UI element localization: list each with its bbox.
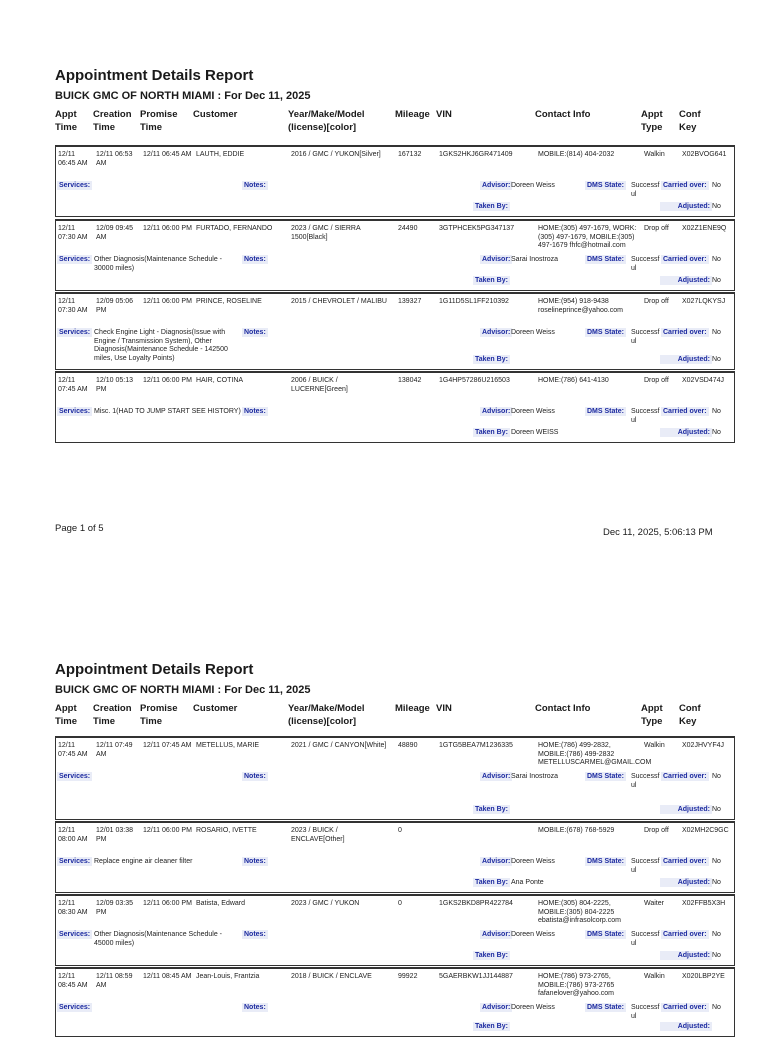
vin: 3GTPHCEK5PG347137 xyxy=(439,225,515,232)
mileage: 167132 xyxy=(398,151,422,158)
carried-over-value: No xyxy=(712,182,721,189)
dms-state-label: DMS State: xyxy=(587,329,624,336)
appointment-record xyxy=(55,371,735,443)
appt-type: Walkin xyxy=(644,151,665,158)
notes-label: Notes: xyxy=(244,773,266,780)
advisor-value: Doreen Weiss xyxy=(511,931,555,938)
promise-time: 12/11 06:00 PM xyxy=(143,298,192,305)
year-make-model: 2023 / GMC / SIERRA 1500[Black] xyxy=(291,225,361,241)
col-creation-time: Creation Time xyxy=(93,109,132,133)
contact-info: MOBILE:(678) 768-5929 xyxy=(538,827,615,834)
appt-type: Drop off xyxy=(644,827,669,834)
col-promise-time: Promise Time xyxy=(140,109,178,133)
year-make-model: 2023 / GMC / YUKON xyxy=(291,900,360,907)
col-mileage: Mileage xyxy=(395,703,430,714)
mileage: 139327 xyxy=(398,298,422,305)
services-label: Services: xyxy=(59,858,91,865)
contact-info: HOME:(305) 497-1679, WORK:(305) 497-1679, MOBILE:(305) 497-1679 fhfc@hotmail.com xyxy=(538,225,637,249)
col-year-make-model: Year/Make/Model (license)[color] xyxy=(288,109,365,133)
promise-time: 12/11 07:45 AM xyxy=(143,742,192,749)
appt-time: 12/11 08:30 AM xyxy=(58,900,88,916)
adjusted-label: Adjusted: xyxy=(660,951,712,960)
advisor-value: Sarai Inostroza xyxy=(511,256,559,263)
advisor-label: Advisor: xyxy=(482,931,511,938)
conf-key: X02MH2C9GC xyxy=(682,827,729,834)
carried-over-value: No xyxy=(712,931,721,938)
services-value: Misc. 1(HAD TO JUMP START SEE HISTORY) xyxy=(94,408,241,415)
col-appt-time: Appt Time xyxy=(55,703,78,727)
dms-state-value: Successf ul xyxy=(631,256,660,272)
appt-type: Waiter xyxy=(644,900,664,907)
promise-time: 12/11 06:00 PM xyxy=(143,827,192,834)
col-contact-info: Contact Info xyxy=(535,703,591,714)
col-vin: VIN xyxy=(436,109,452,120)
dms-state-label: DMS State: xyxy=(587,773,624,780)
services-value: Other Diagnosis(Maintenance Schedule - 45000 miles) xyxy=(94,931,223,947)
taken-by-label: Taken By: xyxy=(475,277,508,284)
year-make-model: 2021 / GMC / CANYON[White] xyxy=(291,742,387,749)
carried-over-value: No xyxy=(712,1004,721,1011)
customer-name: FURTADO, FERNANDO xyxy=(196,225,273,232)
conf-key: X027LQKYSJ xyxy=(682,298,726,305)
promise-time: 12/11 06:00 PM xyxy=(143,900,192,907)
creation-time: 12/10 05:13 PM xyxy=(96,377,133,393)
mileage: 0 xyxy=(398,827,402,834)
notes-label: Notes: xyxy=(244,858,266,865)
conf-key: X020LBP2YE xyxy=(682,973,725,980)
carried-over-label: Carried over: xyxy=(663,773,707,780)
contact-info: HOME:(786) 973-2765, MOBILE:(786) 973-2765 fafanelover@yahoo.com xyxy=(538,973,615,997)
taken-by-label: Taken By: xyxy=(475,356,508,363)
customer-name: HAIR, COTINA xyxy=(196,377,244,384)
adjusted-label: Adjusted: xyxy=(660,428,712,437)
dms-state-value: Successf ul xyxy=(631,1004,660,1020)
adjusted-label: Adjusted: xyxy=(660,878,712,887)
dms-state-value: Successf ul xyxy=(631,408,660,424)
carried-over-value: No xyxy=(712,858,721,865)
vin: 1GKS2HKJ6GR471409 xyxy=(439,151,513,158)
taken-by-value: Ana Ponte xyxy=(511,879,544,886)
taken-by-label: Taken By: xyxy=(475,879,508,886)
advisor-value: Sarai Inostroza xyxy=(511,773,559,780)
customer-name: Jean-Louis, Frantzia xyxy=(196,973,260,980)
promise-time: 12/11 08:45 AM xyxy=(143,973,192,980)
services-label: Services: xyxy=(59,256,91,263)
adjusted-label: Adjusted: xyxy=(660,1022,712,1031)
year-make-model: 2006 / BUICK / LUCERNE[Green] xyxy=(291,377,348,393)
advisor-label: Advisor: xyxy=(482,773,511,780)
col-appt-type: Appt Type xyxy=(641,109,663,133)
notes-label: Notes: xyxy=(244,256,266,263)
contact-info: HOME:(305) 804-2225, MOBILE:(305) 804-2225 ebatista@infrasolcorp.com xyxy=(538,900,621,924)
col-mileage: Mileage xyxy=(395,109,430,120)
adjusted-value: No xyxy=(712,356,721,363)
appt-type: Walkin xyxy=(644,742,665,749)
appt-time: 12/11 07:30 AM xyxy=(58,298,88,314)
services-value: Other Diagnosis(Maintenance Schedule - 30000 miles) xyxy=(94,256,223,272)
advisor-value: Doreen Weiss xyxy=(511,329,555,336)
report-title: Appointment Details Report xyxy=(55,661,254,678)
appointment-record xyxy=(55,145,735,217)
advisor-label: Advisor: xyxy=(482,1004,511,1011)
contact-info: HOME:(786) 641-4130 xyxy=(538,377,609,384)
report-subtitle: BUICK GMC OF NORTH MIAMI : For Dec 11, 2025 xyxy=(55,90,311,102)
carried-over-label: Carried over: xyxy=(663,329,707,336)
appt-type: Drop off xyxy=(644,298,669,305)
col-contact-info: Contact Info xyxy=(535,109,591,120)
advisor-label: Advisor: xyxy=(482,329,511,336)
appointment-record xyxy=(55,821,735,893)
advisor-label: Advisor: xyxy=(482,408,511,415)
dms-state-value: Successf ul xyxy=(631,858,660,874)
appt-type: Drop off xyxy=(644,377,669,384)
creation-time: 12/11 06:53 AM xyxy=(96,151,133,167)
dms-state-value: Successf ul xyxy=(631,182,660,198)
carried-over-value: No xyxy=(712,256,721,263)
adjusted-value: No xyxy=(712,203,721,210)
appt-time: 12/11 06:45 AM xyxy=(58,151,88,167)
appt-time: 12/11 08:45 AM xyxy=(58,973,88,989)
col-conf-key: Conf Key xyxy=(679,703,701,727)
promise-time: 12/11 06:00 PM xyxy=(143,377,192,384)
notes-label: Notes: xyxy=(244,408,266,415)
notes-label: Notes: xyxy=(244,931,266,938)
report-page-2 xyxy=(55,594,729,1030)
taken-by-label: Taken By: xyxy=(475,203,508,210)
customer-name: Batista, Edward xyxy=(196,900,246,907)
dms-state-label: DMS State: xyxy=(587,256,624,263)
advisor-value: Doreen Weiss xyxy=(511,408,555,415)
creation-time: 12/01 03:38 PM xyxy=(96,827,133,843)
advisor-value: Doreen Weiss xyxy=(511,858,555,865)
creation-time: 12/09 05:06 PM xyxy=(96,298,133,314)
col-creation-time: Creation Time xyxy=(93,703,132,727)
carried-over-label: Carried over: xyxy=(663,858,707,865)
vin: 1G4HP57286U216503 xyxy=(439,377,510,384)
adjusted-label: Adjusted: xyxy=(660,355,712,364)
adjusted-value: No xyxy=(712,879,721,886)
services-label: Services: xyxy=(59,408,91,415)
appointment-record xyxy=(55,219,735,291)
carried-over-label: Carried over: xyxy=(663,256,707,263)
advisor-label: Advisor: xyxy=(482,858,511,865)
dms-state-value: Successf ul xyxy=(631,773,660,789)
customer-name: LAUTH, EDDIE xyxy=(196,151,245,158)
year-make-model: 2016 / GMC / YUKON[Silver] xyxy=(291,151,381,158)
advisor-value: Doreen Weiss xyxy=(511,182,555,189)
dms-state-label: DMS State: xyxy=(587,1004,624,1011)
taken-by-label: Taken By: xyxy=(475,952,508,959)
page-number: Page 1 of 5 xyxy=(55,523,104,534)
notes-label: Notes: xyxy=(244,329,266,336)
col-appt-time: Appt Time xyxy=(55,109,78,133)
year-make-model: 2023 / BUICK / ENCLAVE[Other] xyxy=(291,827,345,843)
taken-by-label: Taken By: xyxy=(475,429,508,436)
advisor-label: Advisor: xyxy=(482,256,511,263)
vin: 1G11D5SL1FF210392 xyxy=(439,298,509,305)
conf-key: X02JHVYF4J xyxy=(682,742,725,749)
customer-name: METELLUS, MARIE xyxy=(196,742,260,749)
carried-over-label: Carried over: xyxy=(663,408,707,415)
report-title: Appointment Details Report xyxy=(55,67,254,84)
report-subtitle: BUICK GMC OF NORTH MIAMI : For Dec 11, 2025 xyxy=(55,684,311,696)
print-timestamp: Dec 11, 2025, 5:06:13 PM xyxy=(603,527,713,538)
appt-type: Drop off xyxy=(644,225,669,232)
appt-time: 12/11 08:00 AM xyxy=(58,827,88,843)
col-customer: Customer xyxy=(193,109,238,120)
appt-time: 12/11 07:45 AM xyxy=(58,742,88,758)
customer-name: PRINCE, ROSELINE xyxy=(196,298,262,305)
adjusted-label: Adjusted: xyxy=(660,202,712,211)
year-make-model: 2015 / CHEVROLET / MALIBU xyxy=(291,298,387,305)
advisor-value: Doreen Weiss xyxy=(511,1004,555,1011)
appointment-record xyxy=(55,894,735,966)
promise-time: 12/11 06:00 PM xyxy=(143,225,192,232)
dms-state-label: DMS State: xyxy=(587,931,624,938)
creation-time: 12/11 08:59 AM xyxy=(96,973,133,989)
adjusted-value: No xyxy=(712,806,721,813)
notes-label: Notes: xyxy=(244,182,266,189)
mileage: 99922 xyxy=(398,973,418,980)
creation-time: 12/09 03:35 PM xyxy=(96,900,133,916)
adjusted-value: No xyxy=(712,952,721,959)
mileage: 0 xyxy=(398,900,402,907)
services-label: Services: xyxy=(59,1004,91,1011)
col-vin: VIN xyxy=(436,703,452,714)
services-label: Services: xyxy=(59,329,91,336)
creation-time: 12/09 09:45 AM xyxy=(96,225,133,241)
services-value: Replace engine air cleaner filter xyxy=(94,858,193,865)
col-year-make-model: Year/Make/Model (license)[color] xyxy=(288,703,365,727)
contact-info: MOBILE:(814) 404-2032 xyxy=(538,151,615,158)
dms-state-label: DMS State: xyxy=(587,182,624,189)
conf-key: X02BVOG641 xyxy=(682,151,727,158)
mileage: 24490 xyxy=(398,225,418,232)
carried-over-value: No xyxy=(712,408,721,415)
conf-key: X02VSD474J xyxy=(682,377,725,384)
carried-over-label: Carried over: xyxy=(663,182,707,189)
taken-by-value: Doreen WEISS xyxy=(511,429,559,436)
adjusted-label: Adjusted: xyxy=(660,805,712,814)
mileage: 48890 xyxy=(398,742,418,749)
mileage: 138042 xyxy=(398,377,422,384)
services-value: Check Engine Light - Diagnosis(Issue with Engine / Transmission System), Other Diagnosis(Maintenance Schedule - 142500 miles, Use Loyalty Points) xyxy=(94,329,228,362)
dms-state-value: Successf ul xyxy=(631,931,660,947)
creation-time: 12/11 07:49 AM xyxy=(96,742,133,758)
conf-key: X02FFB5X3H xyxy=(682,900,726,907)
carried-over-value: No xyxy=(712,329,721,336)
appointment-record xyxy=(55,967,735,1037)
conf-key: X02Z1ENE9Q xyxy=(682,225,727,232)
adjusted-value: No xyxy=(712,277,721,284)
appointment-record xyxy=(55,292,735,370)
customer-name: ROSARIO, IVETTE xyxy=(196,827,257,834)
dms-state-value: Successf ul xyxy=(631,329,660,345)
taken-by-label: Taken By: xyxy=(475,1023,508,1030)
carried-over-value: No xyxy=(712,773,721,780)
vin: 5GAERBKW1JJ144887 xyxy=(439,973,513,980)
col-promise-time: Promise Time xyxy=(140,703,178,727)
adjusted-label: Adjusted: xyxy=(660,276,712,285)
contact-info: HOME:(954) 918-9438 roselineprince@yahoo.com xyxy=(538,298,623,314)
promise-time: 12/11 06:45 AM xyxy=(143,151,192,158)
contact-info: HOME:(786) 499-2832, MOBILE:(786) 499-2832 METELLUSCARMEL@GMAIL.COM xyxy=(538,742,652,766)
appt-time: 12/11 07:45 AM xyxy=(58,377,88,393)
taken-by-label: Taken By: xyxy=(475,806,508,813)
appt-type: Walkin xyxy=(644,973,665,980)
col-appt-type: Appt Type xyxy=(641,703,663,727)
services-label: Services: xyxy=(59,773,91,780)
adjusted-value: No xyxy=(712,429,721,436)
dms-state-label: DMS State: xyxy=(587,408,624,415)
carried-over-label: Carried over: xyxy=(663,931,707,938)
year-make-model: 2018 / BUICK / ENCLAVE xyxy=(291,973,372,980)
advisor-label: Advisor: xyxy=(482,182,511,189)
report-page-1 xyxy=(55,0,727,560)
appointment-record xyxy=(55,736,735,820)
col-customer: Customer xyxy=(193,703,238,714)
services-label: Services: xyxy=(59,931,91,938)
vin: 1GKS2BKD8PR422784 xyxy=(439,900,513,907)
appt-time: 12/11 07:30 AM xyxy=(58,225,88,241)
carried-over-label: Carried over: xyxy=(663,1004,707,1011)
notes-label: Notes: xyxy=(244,1004,266,1011)
dms-state-label: DMS State: xyxy=(587,858,624,865)
services-label: Services: xyxy=(59,182,91,189)
vin: 1GTG5BEA7M1236335 xyxy=(439,742,513,749)
col-conf-key: Conf Key xyxy=(679,109,701,133)
